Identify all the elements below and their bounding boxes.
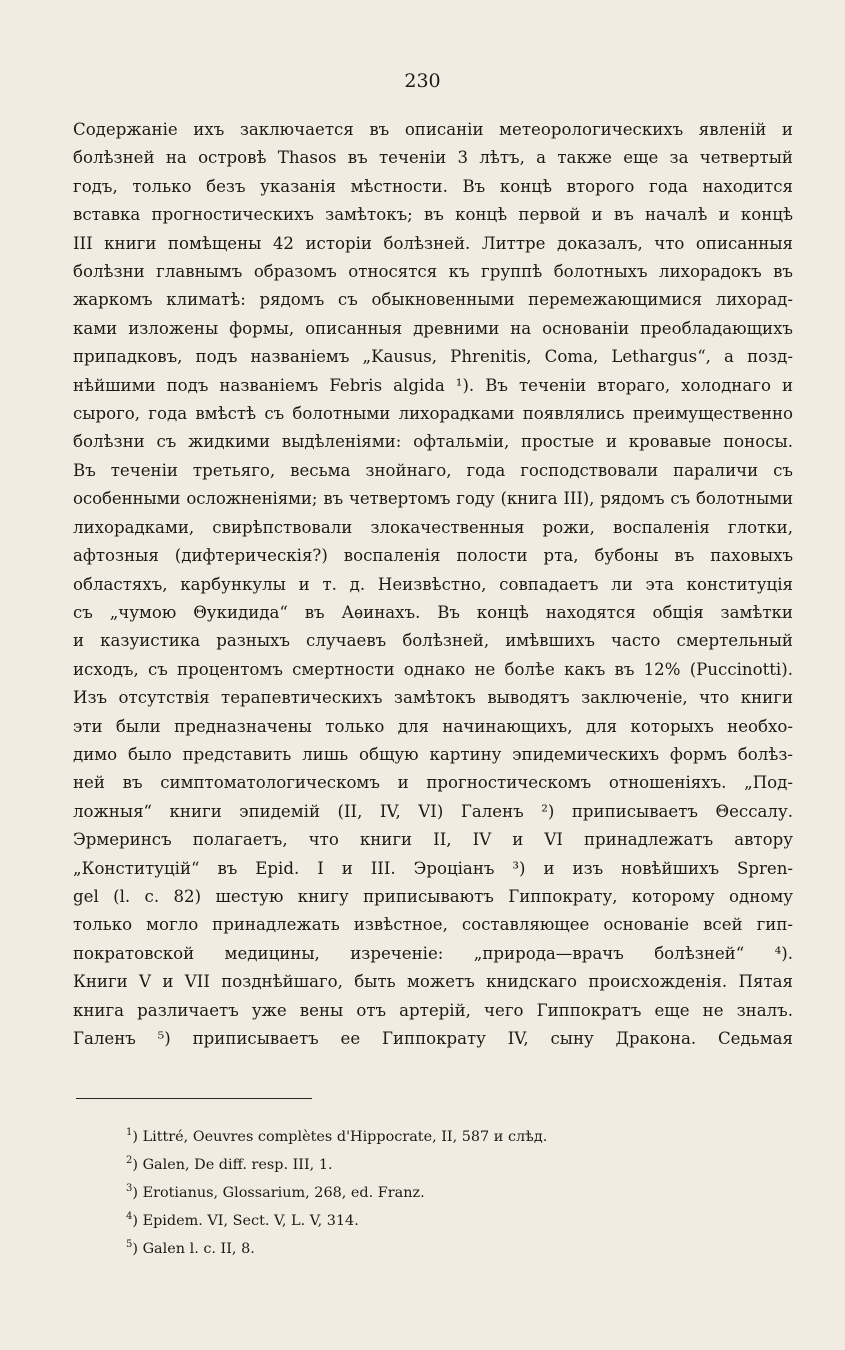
footnotes xyxy=(126,1121,746,1261)
text-line: и казуистика разныхъ случаевъ болѣзней, имѣвшихъ часто смертельный xyxy=(73,631,793,651)
text-line: съ „чумою Θукидида“ въ Аѳинахъ. Въ концѣ находятся общія замѣтки xyxy=(73,602,793,622)
page-number: 230 xyxy=(404,70,441,92)
body-text xyxy=(73,116,793,1053)
text-line: особенными осложненіями; въ четвертомъ году (книга III), рядомъ съ болотными xyxy=(73,489,793,509)
footnote xyxy=(126,1177,746,1205)
footnote xyxy=(126,1121,746,1149)
text-line: эти были предназначены только для начинающихъ, для которыхъ необхо- xyxy=(73,716,793,736)
text-line: ками изложены формы, описанныя древними на основаніи преобладающихъ xyxy=(73,318,793,338)
footnote-text: ) Erotianus, Glossarium, 268, ed. Franz. xyxy=(132,1184,425,1201)
text-line: gel (l. c. 82) шестую книгу приписываютъ Гиппократу, которому одному xyxy=(73,886,793,906)
footnote-text: ) Galen l. c. II, 8. xyxy=(132,1240,255,1257)
text-line: ложныя“ книги эпидемій (II, IV, VI) Галенъ ²) приписываетъ Θессалу. xyxy=(73,801,793,821)
text-line: болѣзней на островѣ Thasos въ теченіи 3 лѣтъ, а также еще за четвертый xyxy=(73,148,793,168)
footnote xyxy=(126,1205,746,1233)
text-line: афтозныя (дифтерическія?) воспаленія полости рта, бубоны въ паховыхъ xyxy=(73,546,793,566)
text-line: „Конституцій“ въ Epid. I и III. Эроціанъ ³) и изъ новѣйшихъ Spren- xyxy=(73,858,793,878)
footnote-divider xyxy=(76,1098,312,1099)
footnote xyxy=(126,1233,746,1261)
footnote-mark: 5 xyxy=(126,1239,133,1250)
footnote-mark: 1 xyxy=(126,1127,133,1138)
text-line: областяхъ, карбункулы и т. д. Неизвѣстно, совпадаетъ ли эта конституція xyxy=(73,574,793,594)
text-line: болѣзни главнымъ образомъ относятся къ группѣ болотныхъ лихорадокъ въ xyxy=(73,262,793,282)
text-line: Эрмеринсъ полагаетъ, что книги II, IV и VI принадлежатъ автору xyxy=(73,830,793,850)
text-line: вставка прогностическихъ замѣтокъ; въ концѣ первой и въ началѣ и концѣ xyxy=(73,205,793,225)
footnote xyxy=(126,1149,746,1177)
text-line: пократовской медицины, изреченіе: „природа—врачъ болѣзней“ ⁴). xyxy=(73,943,793,963)
text-line: III книги помѣщены 42 исторіи болѣзней. Литтре доказалъ, что описанныя xyxy=(73,233,793,253)
text-line: Содержаніе ихъ заключается въ описаніи метеорологическихъ явленій и xyxy=(73,120,793,139)
text-line: ней въ симптоматологическомъ и прогностическомъ отношеніяхъ. „Под- xyxy=(73,773,793,793)
text-line: припадковъ, подъ названіемъ „Kausus, Phrenitis, Coma, Lethargus“, а позд- xyxy=(73,347,793,367)
footnote-mark: 2 xyxy=(126,1155,133,1166)
footnote-text: ) Epidem. VI, Sect. V, L. V, 314. xyxy=(132,1212,359,1229)
text-line: Изъ отсутствія терапевтическихъ замѣтокъ выводятъ заключеніе, что книги xyxy=(73,688,793,708)
text-line: сырого, года вмѣстѣ съ болотными лихорадками появлялись преимущественно xyxy=(73,404,793,424)
text-line: книга различаетъ уже вены отъ артерій, чего Гиппократъ еще не зналъ. xyxy=(73,1000,793,1020)
footnote-text: ) Littré, Oeuvres complètes d'Hippocrate, II, 587 и слѣд. xyxy=(132,1128,548,1145)
text-line: Въ теченіи третьяго, весьма знойнаго, года господствовали параличи съ xyxy=(73,460,793,480)
footnote-mark: 3 xyxy=(126,1183,133,1194)
footnote-text: ) Galen, De diff. resp. III, 1. xyxy=(132,1156,333,1173)
text-line: только могло принадлежать извѣстное, составляющее основаніе всей гип- xyxy=(73,915,793,935)
text-line: годъ, только безъ указанія мѣстности. Въ концѣ второго года находится xyxy=(73,176,793,196)
text-line: жаркомъ климатѣ: рядомъ съ обыкновенными перемежающимися лихорад- xyxy=(73,290,793,310)
text-line: нѣйшими подъ названіемъ Febris algida ¹). Въ теченіи втораго, холоднаго и xyxy=(73,375,793,395)
text-line: болѣзни съ жидкими выдѣленіями: офтальміи, простые и кровавые поносы. xyxy=(73,432,793,452)
text-line: исходъ, съ процентомъ смертности однако не болѣе какъ въ 12% (Puccinotti). xyxy=(73,659,793,679)
text-line: Галенъ ⁵) приписываетъ ее Гиппократу IV, сыну Дракона. Седьмая xyxy=(73,1029,793,1048)
text-line: Книги V и VII позднѣйшаго, быть можетъ книдскаго происхожденія. Пятая xyxy=(73,972,793,992)
text-line: лихорадками, свирѣпствовали злокачественныя рожи, воспаленія глотки, xyxy=(73,517,793,537)
footnote-mark: 4 xyxy=(126,1211,133,1222)
text-line: димо было представить лишь общую картину эпидемическихъ формъ болѣз- xyxy=(73,744,793,764)
